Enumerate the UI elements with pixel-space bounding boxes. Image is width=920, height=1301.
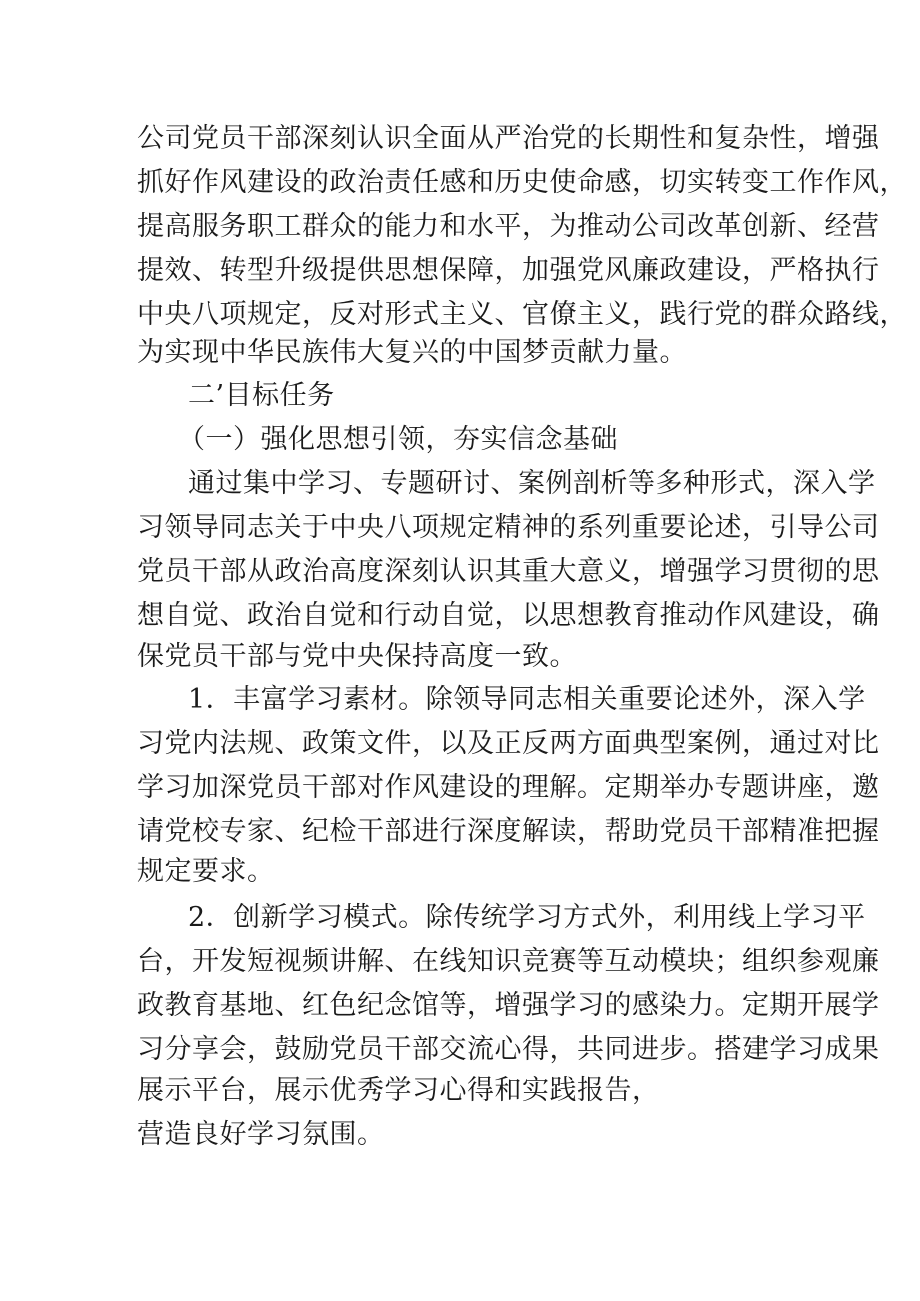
body-text-line: 想自觉、政治自觉和行动自觉，以思想教育推动作风建设，确 <box>137 600 880 631</box>
body-text-line: 习党内法规、政策文件，以及正反两方面典型案例，通过对比 <box>137 728 880 759</box>
body-text-line: 台，开发短视频讲解、在线知识竞赛等互动模块；组织参观廉 <box>137 946 880 977</box>
body-text-line: 抓好作风建设的政治责任感和历史使命感，切实转变工作作风， <box>137 167 907 198</box>
body-text-line: 学习加深党员干部对作风建设的理解。定期举办专题讲座，邀 <box>137 772 880 803</box>
body-text-line: 请党校专家、纪检干部进行深度解读，帮助党员干部精准把握 <box>137 816 880 847</box>
body-text-line: 中央八项规定，反对形式主义、官僚主义，践行党的群众路线， <box>137 299 907 330</box>
body-text-line: 规定要求。 <box>137 856 275 887</box>
list-item-line: 1．丰富学习素材。除领导同志相关重要论述外，深入学 <box>188 684 866 715</box>
body-text-line: 党员干部从政治高度深刻认识其重大意义，增强学习贯彻的思 <box>137 556 880 587</box>
body-text-line: 提高服务职工群众的能力和水平，为推动公司改革创新、经营 <box>137 211 880 242</box>
body-text-line: 公司党员干部深刻认识全面从严治党的长期性和复杂性，增强 <box>137 123 880 154</box>
list-item-line: 2．创新学习模式。除传统学习方式外，利用线上学习平 <box>188 902 866 933</box>
body-text-line: 习领导同志关于中央八项规定精神的系列重要论述，引导公司 <box>137 512 880 543</box>
body-text-line: 提效、转型升级提供思想保障，加强党风廉政建设，严格执行 <box>137 255 880 286</box>
subsection-heading: （一）强化思想引领，夯实信念基础 <box>178 424 618 455</box>
body-text-line: 政教育基地、红色纪念馆等，增强学习的感染力。定期开展学 <box>137 990 880 1021</box>
body-text-line: 保党员干部与党中央保持高度一致。 <box>137 641 577 672</box>
body-text-line: 营造良好学习氛围。 <box>137 1119 385 1150</box>
body-text-line: 习分享会，鼓励党员干部交流心得，共同进步。搭建学习成果 <box>137 1034 880 1065</box>
body-text-line: 为实现中华民族伟大复兴的中国梦贡献力量。 <box>137 337 687 368</box>
section-heading: 二’目标任务 <box>188 380 335 411</box>
body-text-line: 展示平台，展示优秀学习心得和实践报告， <box>137 1075 660 1106</box>
body-text-line: 通过集中学习、专题研讨、案例剖析等多种形式，深入学 <box>188 468 876 499</box>
